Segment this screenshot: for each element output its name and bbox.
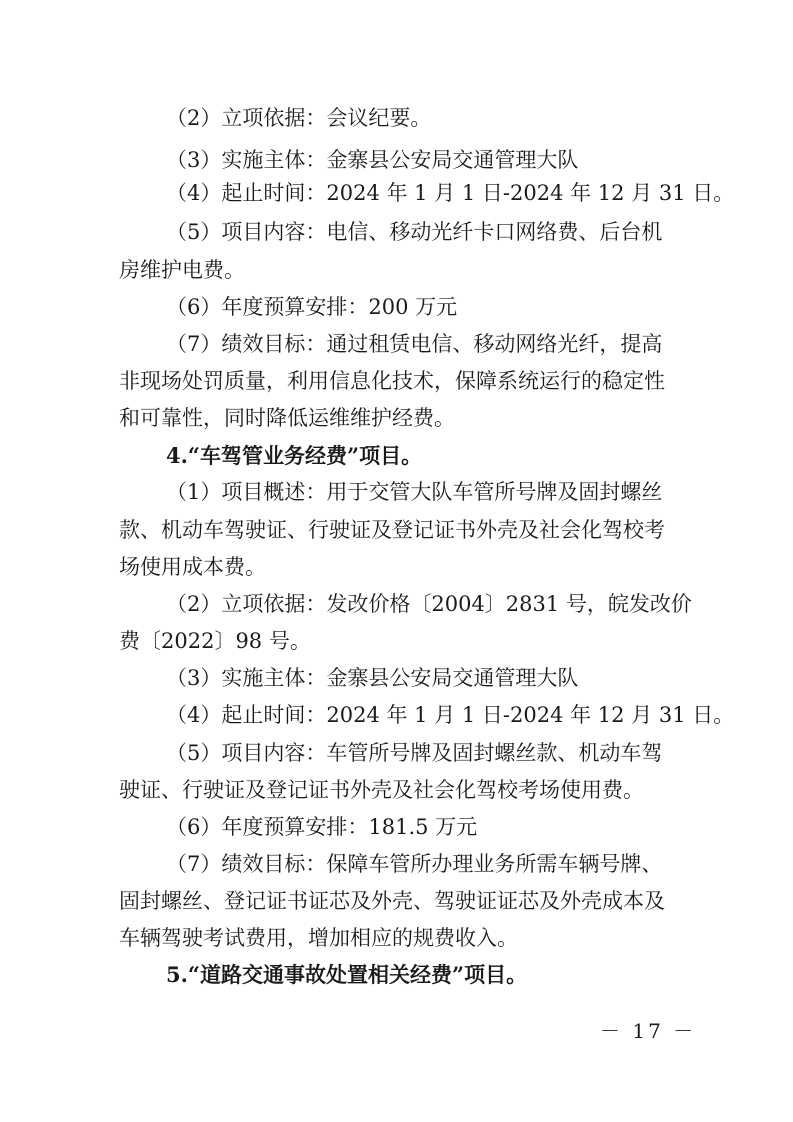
paragraph-line: （5）项目内容：电信、移动光纤卡口网络费、后台机: [166, 220, 663, 244]
paragraph-line: 和可靠性，同时降低运维维护经费。: [119, 406, 455, 430]
paragraph-line: （4）起止时间：2024 年 1 月 1 日-2024 年 12 月 31 日。: [166, 181, 735, 205]
page-number: － 17 －: [600, 1019, 697, 1043]
paragraph-line: （7）绩效目标：保障车管所办理业务所需车辆号牌、: [166, 852, 663, 876]
paragraph-line: 驶证、行驶证及登记证书外壳及社会化驾校考场使用费。: [119, 778, 644, 802]
paragraph-line: （7）绩效目标：通过租赁电信、移动网络光纤，提高: [166, 332, 663, 356]
paragraph-line: 固封螺丝、登记证书证芯及外壳、驾驶证证芯及外壳成本及: [119, 889, 665, 913]
section-heading: 4.“车驾管业务经费”项目。: [166, 443, 423, 468]
section-heading: 5.“道路交通事故处置相关经费”项目。: [166, 962, 528, 987]
paragraph-line: 非现场处罚质量，利用信息化技术，保障系统运行的稳定性: [119, 369, 665, 393]
paragraph-line: 款、机动车驾驶证、行驶证及登记证书外壳及社会化驾校考: [119, 518, 665, 542]
paragraph-line: （3）实施主体：金寨县公安局交通管理大队: [166, 148, 579, 172]
paragraph-line: 场使用成本费。: [119, 555, 266, 579]
paragraph-line: （6）年度预算安排：181.5 万元: [166, 815, 478, 839]
paragraph-line: （5）项目内容：车管所号牌及固封螺丝款、机动车驾: [166, 741, 663, 765]
paragraph-line: （6）年度预算安排：200 万元: [166, 295, 458, 319]
paragraph-line: （4）起止时间：2024 年 1 月 1 日-2024 年 12 月 31 日。: [166, 703, 735, 727]
paragraph-line: 房维护电费。: [119, 258, 245, 282]
paragraph-line: 费〔2022〕98 号。: [119, 629, 311, 653]
paragraph-line: 车辆驾驶考试费用，增加相应的规费收入。: [119, 926, 518, 950]
paragraph-line: （2）立项依据：发改价格〔2004〕2831 号，皖发改价: [166, 592, 692, 616]
paragraph-line: （2）立项依据：会议纪要。: [166, 106, 432, 130]
paragraph-line: （1）项目概述：用于交管大队车管所号牌及固封螺丝: [166, 480, 663, 504]
paragraph-line: （3）实施主体：金寨县公安局交通管理大队: [166, 666, 579, 690]
